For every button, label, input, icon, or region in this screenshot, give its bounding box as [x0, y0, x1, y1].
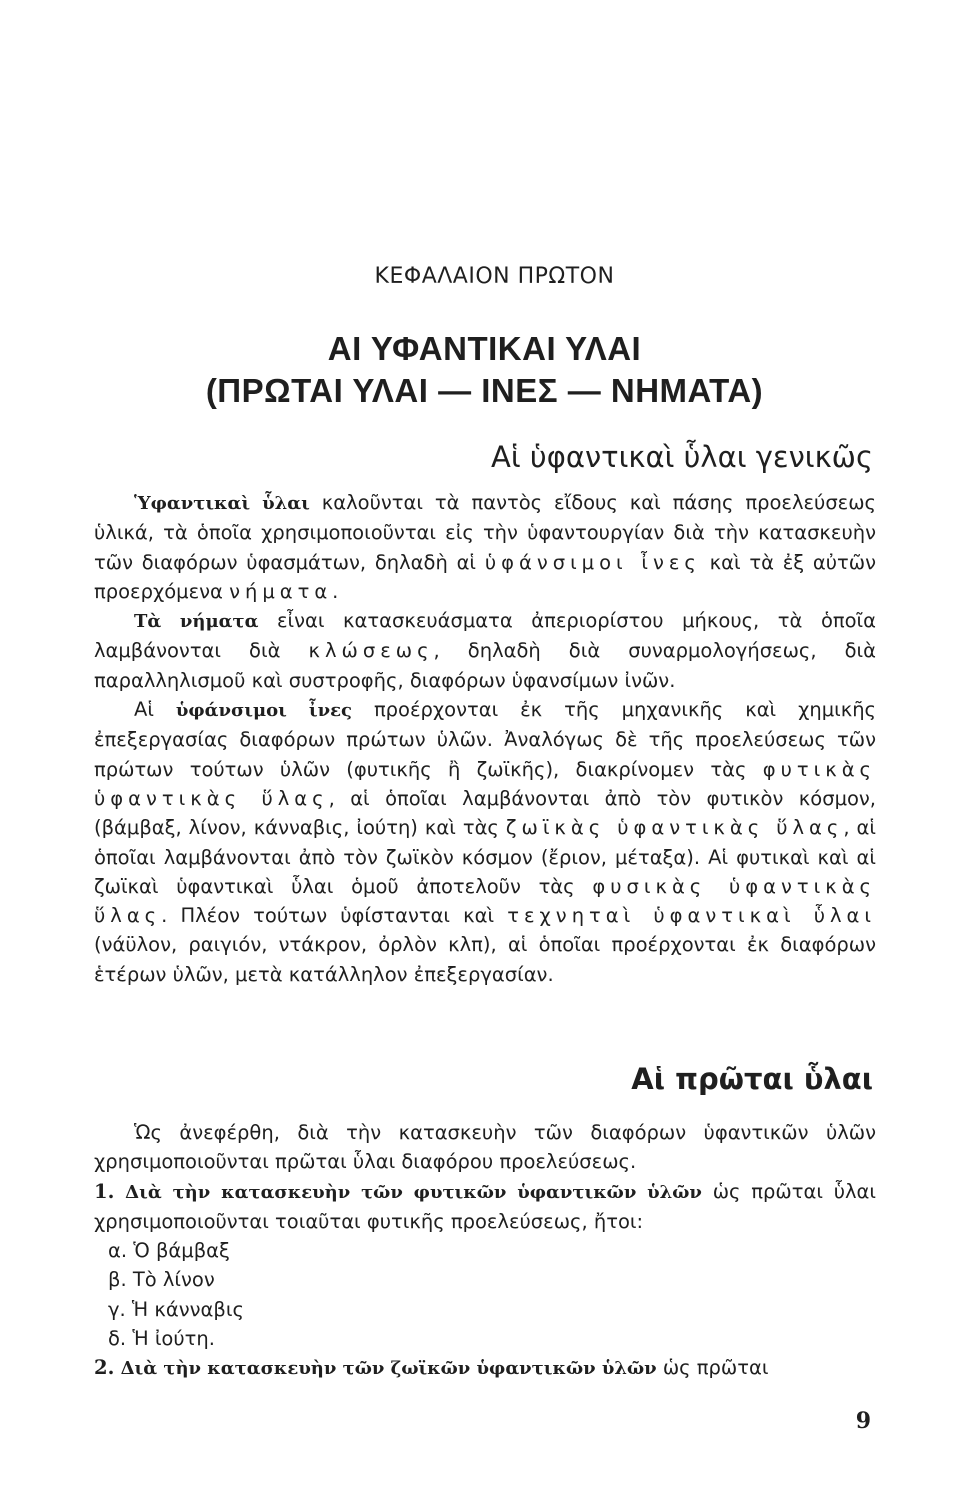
- list-item: δ. Ἡ ἰούτη.: [108, 1327, 215, 1351]
- paragraph-raw-materials-intro: Ὡς ἀνεφέρθη, διὰ τὴν κατασκευὴν τῶν διαφόρων ὑφαντικῶν ὑλῶν χρησιμοποιοῦνται πρῶται ὗλαι διαφόρου προελεύσεως.: [94, 1121, 876, 1174]
- body-text-general: [94, 488, 876, 989]
- chapter-title-line-1: ΑΙ ΥΦΑΝΤΙΚΑΙ ΥΛΑΙ: [327, 330, 642, 367]
- list-item: β. Τὸ λίνον: [108, 1268, 215, 1292]
- paragraph-textile-materials: Ὑφαντικαὶ ὗλαι καλοῦνται τὰ παντὸς εἴδους καὶ πάσης προελεύσεως ὑλικά, τὰ ὁποῖα χρησιμοποιοῦνται εἰς τὴν ὑφαντουργίαν διὰ τὴν κατασκευὴν τῶν διαφόρων ὑφασμάτων, δηλαδὴ αἱ ὑφάνσιμοι ἶνες καὶ τὰ ἐξ αὐτῶν προερχόμενα νήματα.: [94, 491, 876, 603]
- chapter-label: ΚΕΦΑΛΑΙΟΝ ΠΡΩΤΟΝ: [374, 264, 615, 289]
- list-item: γ. Ἡ κάνναβις: [108, 1297, 244, 1321]
- chapter-title-line-2: (ΠΡΩΤΑΙ ΥΛΑΙ — ΙΝΕΣ — ΝΗΜΑΤΑ): [205, 372, 764, 409]
- list-item-animal: 2. Διὰ τὴν κατασκευὴν τῶν ζωϊκῶν ὑφαντικῶν ὑλῶν ὡς πρῶται: [94, 1356, 769, 1380]
- body-text-raw-materials: [94, 1118, 876, 1384]
- list-item-plant: 1. Διὰ τὴν κατασκευὴν τῶν φυτικῶν ὑφαντικῶν ὑλῶν ὡς πρῶται ὗλαι χρησιμοποιοῦνται τοιαῦται φυτικῆς προελεύσεως, ἤτοι:: [94, 1179, 877, 1233]
- section-heading-general: Αἱ ὑφαντικαὶ ὗλαι γενικῶς: [491, 440, 873, 474]
- section-heading-raw-materials: Αἱ πρῶται ὗλαι: [631, 1062, 873, 1096]
- list-item: α. Ὁ βάμβαξ: [108, 1239, 230, 1263]
- page-number: 9: [855, 1408, 871, 1434]
- paragraph-fibres: Αἱ ὑφάνσιμοι ἶνες προέρχονται ἐκ τῆς μηχανικῆς καὶ χημικῆς ἐπεξεργασίας διαφόρων πρώτων ὑλῶν. Ἀναλόγως δὲ τῆς προελεύσεως τῶν πρώτων τούτων ὑλῶν (φυτικῆς ἢ ζωϊκῆς), διακρίνομεν τὰς φυτικὰς ὑφαντικὰς ὕλας, αἱ ὁποῖαι λαμβάνονται ἀπὸ τὸν φυτικὸν κόσμον, (βάμβαξ, λίνον, κάνναβις, ἰούτη) καὶ τὰς ζωϊκὰς ὑφαντικὰς ὕλας, αἱ ὁποῖαι λαμβάνονται ἀπὸ τὸν ζωϊκὸν κόσμον (ἔριον, μέταξα). Αἱ φυτικαὶ καὶ αἱ ζωϊκαὶ ὑφαντικαὶ ὗλαι ὁμοῦ ἀποτελοῦν τὰς φυσικὰς ὑφαντικὰς ὕλας. Πλέον τούτων ὑφίστανται καὶ τεχνηταὶ ὑφαντικαὶ ὗλαι (νάϋλον, ραιγιόν, ντάκρον, ὀρλὸν κλπ), αἱ ὁποῖαι προέρχονται ἐκ διαφόρων ἑτέρων ὑλῶν, μετὰ κατάλληλον ἐπεξεργασίαν.: [94, 698, 877, 986]
- raw-materials-list: [94, 1177, 876, 1384]
- paragraph-yarns: Τὰ νήματα εἶναι κατασκευάσματα ἀπεριορίστου μήκους, τὰ ὁποῖα λαμβάνονται διὰ κλώσεως, δηλαδὴ διὰ συναρμολογήσεως, διὰ παραλληλισμοῦ καὶ συστροφῆς, διαφόρων ὑφανσίμων ἰνῶν.: [94, 609, 877, 692]
